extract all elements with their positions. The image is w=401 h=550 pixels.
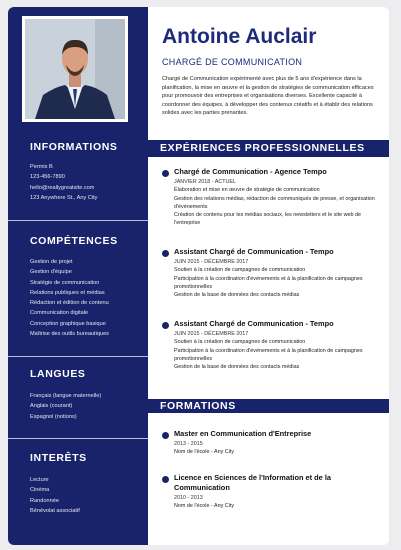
profile-summary: Chargé de Communication expérimenté avec plus de 5 ans d'expérience dans la planification, la mise en œuvre et la gestion de stratégies de communication efficaces pour promouvoir des entreprises et organisations diverses. Excellente capacité à coordonner des équipes, à développer des contenus créatifs et à établir des relations solides avec les parties prenantes. bbox=[162, 76, 374, 116]
formation-date: 2013 - 2015 bbox=[174, 441, 203, 447]
competences-title: COMPÉTENCES bbox=[30, 235, 118, 247]
formation-date: 2010 - 2013 bbox=[174, 495, 203, 501]
info-license: Permis B bbox=[30, 164, 53, 170]
langues-list bbox=[8, 391, 148, 422]
profile-photo bbox=[22, 16, 128, 122]
formation-item bbox=[162, 473, 384, 511]
formation-title: Licence en Sciences de l'Information et de la Communication bbox=[174, 473, 332, 492]
competences-list bbox=[8, 257, 148, 339]
person-name: Antoine Auclair bbox=[162, 25, 317, 48]
competences-section bbox=[8, 235, 148, 339]
bullet-icon bbox=[162, 322, 169, 329]
experience-item bbox=[162, 247, 384, 300]
list-item: Lecture bbox=[30, 477, 49, 483]
interets-title: INTERÊTS bbox=[30, 452, 87, 464]
list-item: Relations publiques et médias bbox=[30, 289, 105, 296]
list-item: Communication digitale bbox=[30, 310, 89, 317]
job-detail: Participation à la coordination d'événements et à la planification de campagnes promotionnelles bbox=[174, 347, 363, 362]
list-item: Bénévolat associatif bbox=[30, 507, 80, 514]
job-title: Chargé de Communication - Agence Tempo bbox=[174, 167, 327, 176]
sidebar-divider bbox=[8, 220, 148, 221]
experiences-header: EXPÉRIENCES PROFESSIONNELLES bbox=[148, 140, 389, 157]
job-detail: Participation à la coordination d'événements et à la planification de campagnes promotionnelles bbox=[174, 275, 363, 290]
langues-section bbox=[8, 368, 148, 422]
informations-list bbox=[8, 162, 148, 203]
job-date: JANVIER 2018 - ACTUEL bbox=[174, 179, 237, 185]
job-title: Assistant Chargé de Communication - Tempo bbox=[174, 247, 334, 256]
bullet-icon bbox=[162, 250, 169, 257]
formation-school: Nom de l'école - Any City bbox=[174, 449, 235, 455]
job-detail: Gestion des relations médias, rédaction de communiqués de presse, et organisation d'événements bbox=[174, 195, 375, 210]
list-item: Rédaction et édition de contenu bbox=[30, 300, 109, 307]
formation-title: Master en Communication d'Entreprise bbox=[174, 429, 312, 438]
job-detail: Soutien à la création de campagnes de communication bbox=[174, 267, 306, 273]
list-item: Maîtrise des outils bureautiques bbox=[30, 331, 109, 338]
langues-title: LANGUES bbox=[30, 368, 86, 380]
informations-section bbox=[8, 141, 148, 203]
list-item: Gestion de projet bbox=[30, 259, 73, 265]
list-item: Cinéma bbox=[30, 487, 50, 494]
job-detail: Élaboration et mise en œuvre de stratégie de communication bbox=[174, 187, 320, 193]
info-phone[interactable]: 123-456-7890 bbox=[30, 174, 65, 181]
experience-item bbox=[162, 167, 384, 228]
job-title: Assistant Chargé de Communication - Tempo bbox=[174, 319, 334, 328]
informations-title: INFORMATIONS bbox=[30, 141, 118, 153]
list-item: Français (langue maternelle) bbox=[30, 393, 102, 399]
sidebar-divider bbox=[8, 438, 148, 439]
sidebar bbox=[8, 7, 148, 545]
main-content bbox=[148, 7, 389, 545]
bullet-icon bbox=[162, 476, 169, 483]
job-date: JUIN 2015 - DÉCEMBRE 2017 bbox=[174, 331, 249, 337]
sidebar-divider bbox=[8, 356, 148, 357]
info-address: 123 Anywhere St., Any City bbox=[30, 194, 98, 201]
interets-section bbox=[8, 452, 148, 516]
job-detail: Création de contenu pour les médias sociaux, les newsletters et le site web de l'entreprise bbox=[174, 212, 361, 227]
list-item: Randonnée bbox=[30, 497, 59, 504]
interets-list bbox=[8, 475, 148, 516]
job-detail: Soutien à la création de campagnes de communication bbox=[174, 339, 306, 345]
info-email[interactable]: hello@reallygreatsite.com bbox=[30, 184, 95, 191]
formation-item bbox=[162, 429, 384, 457]
bullet-icon bbox=[162, 432, 169, 439]
job-date: JUIN 2015 - DÉCEMBRE 2017 bbox=[174, 259, 249, 265]
formations-header: FORMATIONS bbox=[148, 399, 389, 413]
formation-school: Nom de l'école - Any City bbox=[174, 503, 235, 509]
bullet-icon bbox=[162, 170, 169, 177]
experience-item bbox=[162, 319, 384, 372]
job-detail: Gestion de la base de données des contacts médias bbox=[174, 364, 300, 371]
list-item: Gestion d'équipe bbox=[30, 269, 72, 276]
resume-page bbox=[8, 7, 389, 545]
person-role: CHARGÉ DE COMMUNICATION bbox=[162, 57, 303, 67]
job-detail: Gestion de la base de données des contacts médias bbox=[174, 292, 300, 299]
list-item: Anglais (courant) bbox=[30, 403, 73, 410]
list-item: Conception graphique basique bbox=[30, 320, 106, 327]
list-item: Espagnol (notions) bbox=[30, 413, 77, 420]
list-item: Stratégie de communication bbox=[30, 279, 100, 286]
